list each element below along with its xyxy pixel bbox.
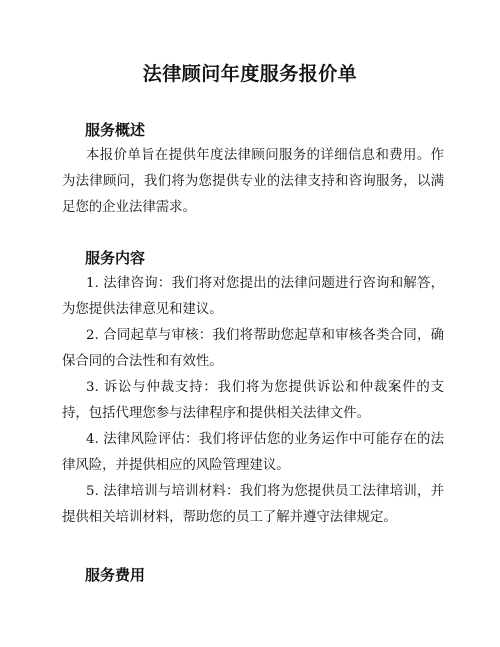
document-title: 法律顾问年度服务报价单 — [142, 63, 358, 85]
section-heading-content: 服务内容 — [85, 249, 146, 267]
content-item-2: 2. 合同起草与审核：我们将帮助您起草和审核各类合同，确保合同的合法性和有效性。 — [62, 328, 444, 369]
content-item-1: 1. 法律咨询：我们将对您提出的法律问题进行咨询和解答，为您提供法律意见和建议。 — [62, 276, 444, 317]
section-heading-fees: 服务费用 — [85, 566, 146, 584]
content-item-3: 3. 诉讼与仲裁支持：我们将为您提供诉讼和仲裁案件的支持，包括代理您参与法律程序和提供相关法律文件。 — [62, 380, 444, 421]
content-item-4: 4. 法律风险评估：我们将评估您的业务运作中可能存在的法律风险，并提供相应的风险管理建议。 — [62, 432, 444, 473]
overview-paragraph: 本报价单旨在提供年度法律顾问服务的详细信息和费用。作为法律顾问，我们将为您提供专业的法律支持和咨询服务，以满足您的企业法律需求。 — [62, 148, 444, 215]
content-item-5: 5. 法律培训与培训材料：我们将为您提供员工法律培训，并提供相关培训材料，帮助您的员工了解并遵守法律规定。 — [62, 484, 444, 525]
section-heading-overview: 服务概述 — [85, 121, 146, 139]
